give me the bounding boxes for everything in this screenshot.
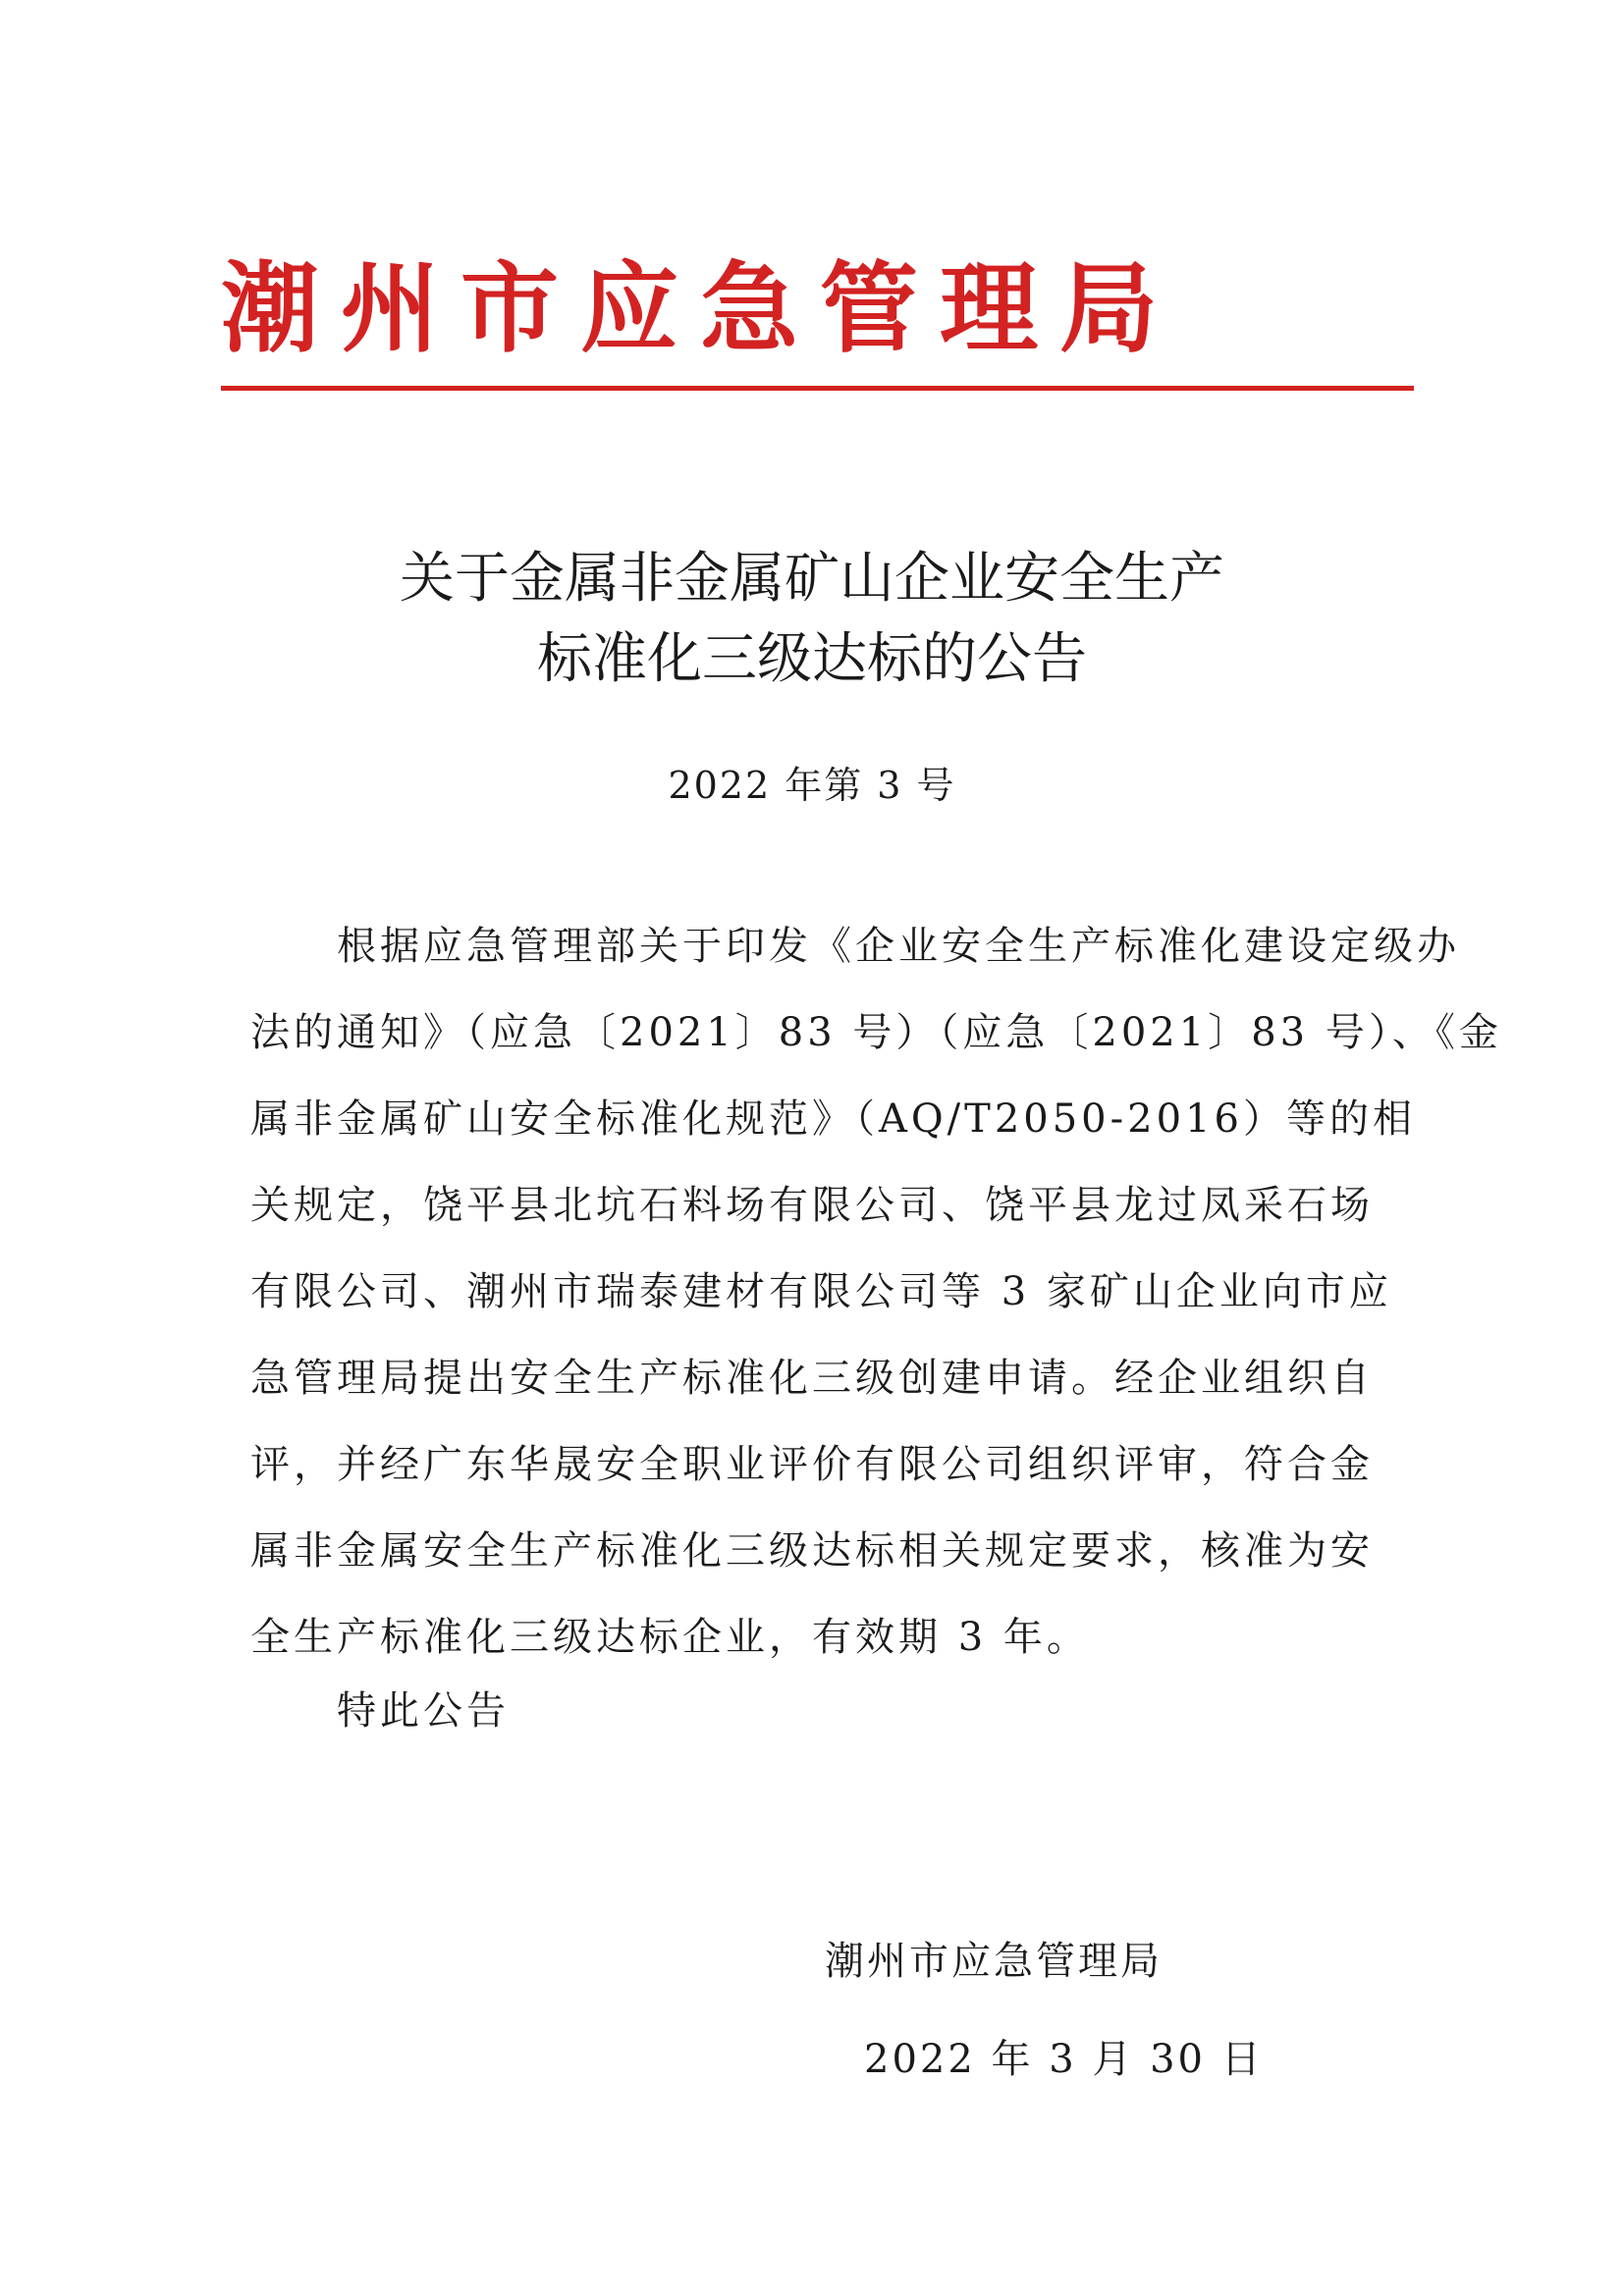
body-line: 法的通知》（应急〔2021〕83 号）（应急〔2021〕83 号）、《金 — [250, 1010, 1502, 1055]
body-line: 急管理局提出安全生产标准化三级创建申请。经企业组织自 — [250, 1356, 1374, 1401]
body-line: 有限公司、潮州市瑞泰建材有限公司等 3 家矿山企业向市应 — [250, 1269, 1392, 1314]
document-number: 2022 年第 3 号 — [668, 764, 956, 807]
body-line: 关规定，饶平县北坑石料场有限公司、饶平县龙过凤采石场 — [250, 1183, 1374, 1228]
signature-date: 2022 年 3 月 30 日 — [864, 2037, 1264, 2082]
body-line: 根据应急管理部关于印发《企业安全生产标准化建设定级办 — [337, 924, 1460, 969]
letterhead-red-rule — [221, 386, 1414, 391]
notice-title-line-2: 标准化三级达标的公告 — [537, 627, 1087, 691]
notice-body — [250, 903, 1502, 1681]
body-line: 属非金属安全生产标准化三级达标相关规定要求，核准为安 — [250, 1528, 1374, 1574]
notice-title-line-1: 关于金属非金属矿山企业安全生产 — [400, 547, 1224, 611]
letterhead-org-name: 潮州市应急管理局 — [221, 251, 1179, 366]
signature-org: 潮州市应急管理局 — [825, 1939, 1163, 1984]
body-line: 属非金属矿山安全标准化规范》（AQ/T2050-2016）等的相 — [250, 1096, 1416, 1142]
closing-phrase: 特此公告 — [337, 1688, 510, 1734]
body-line: 评，并经广东华晟安全职业评价有限公司组织评审，符合金 — [250, 1442, 1374, 1487]
body-line: 全生产标准化三级达标企业，有效期 3 年。 — [250, 1615, 1090, 1660]
